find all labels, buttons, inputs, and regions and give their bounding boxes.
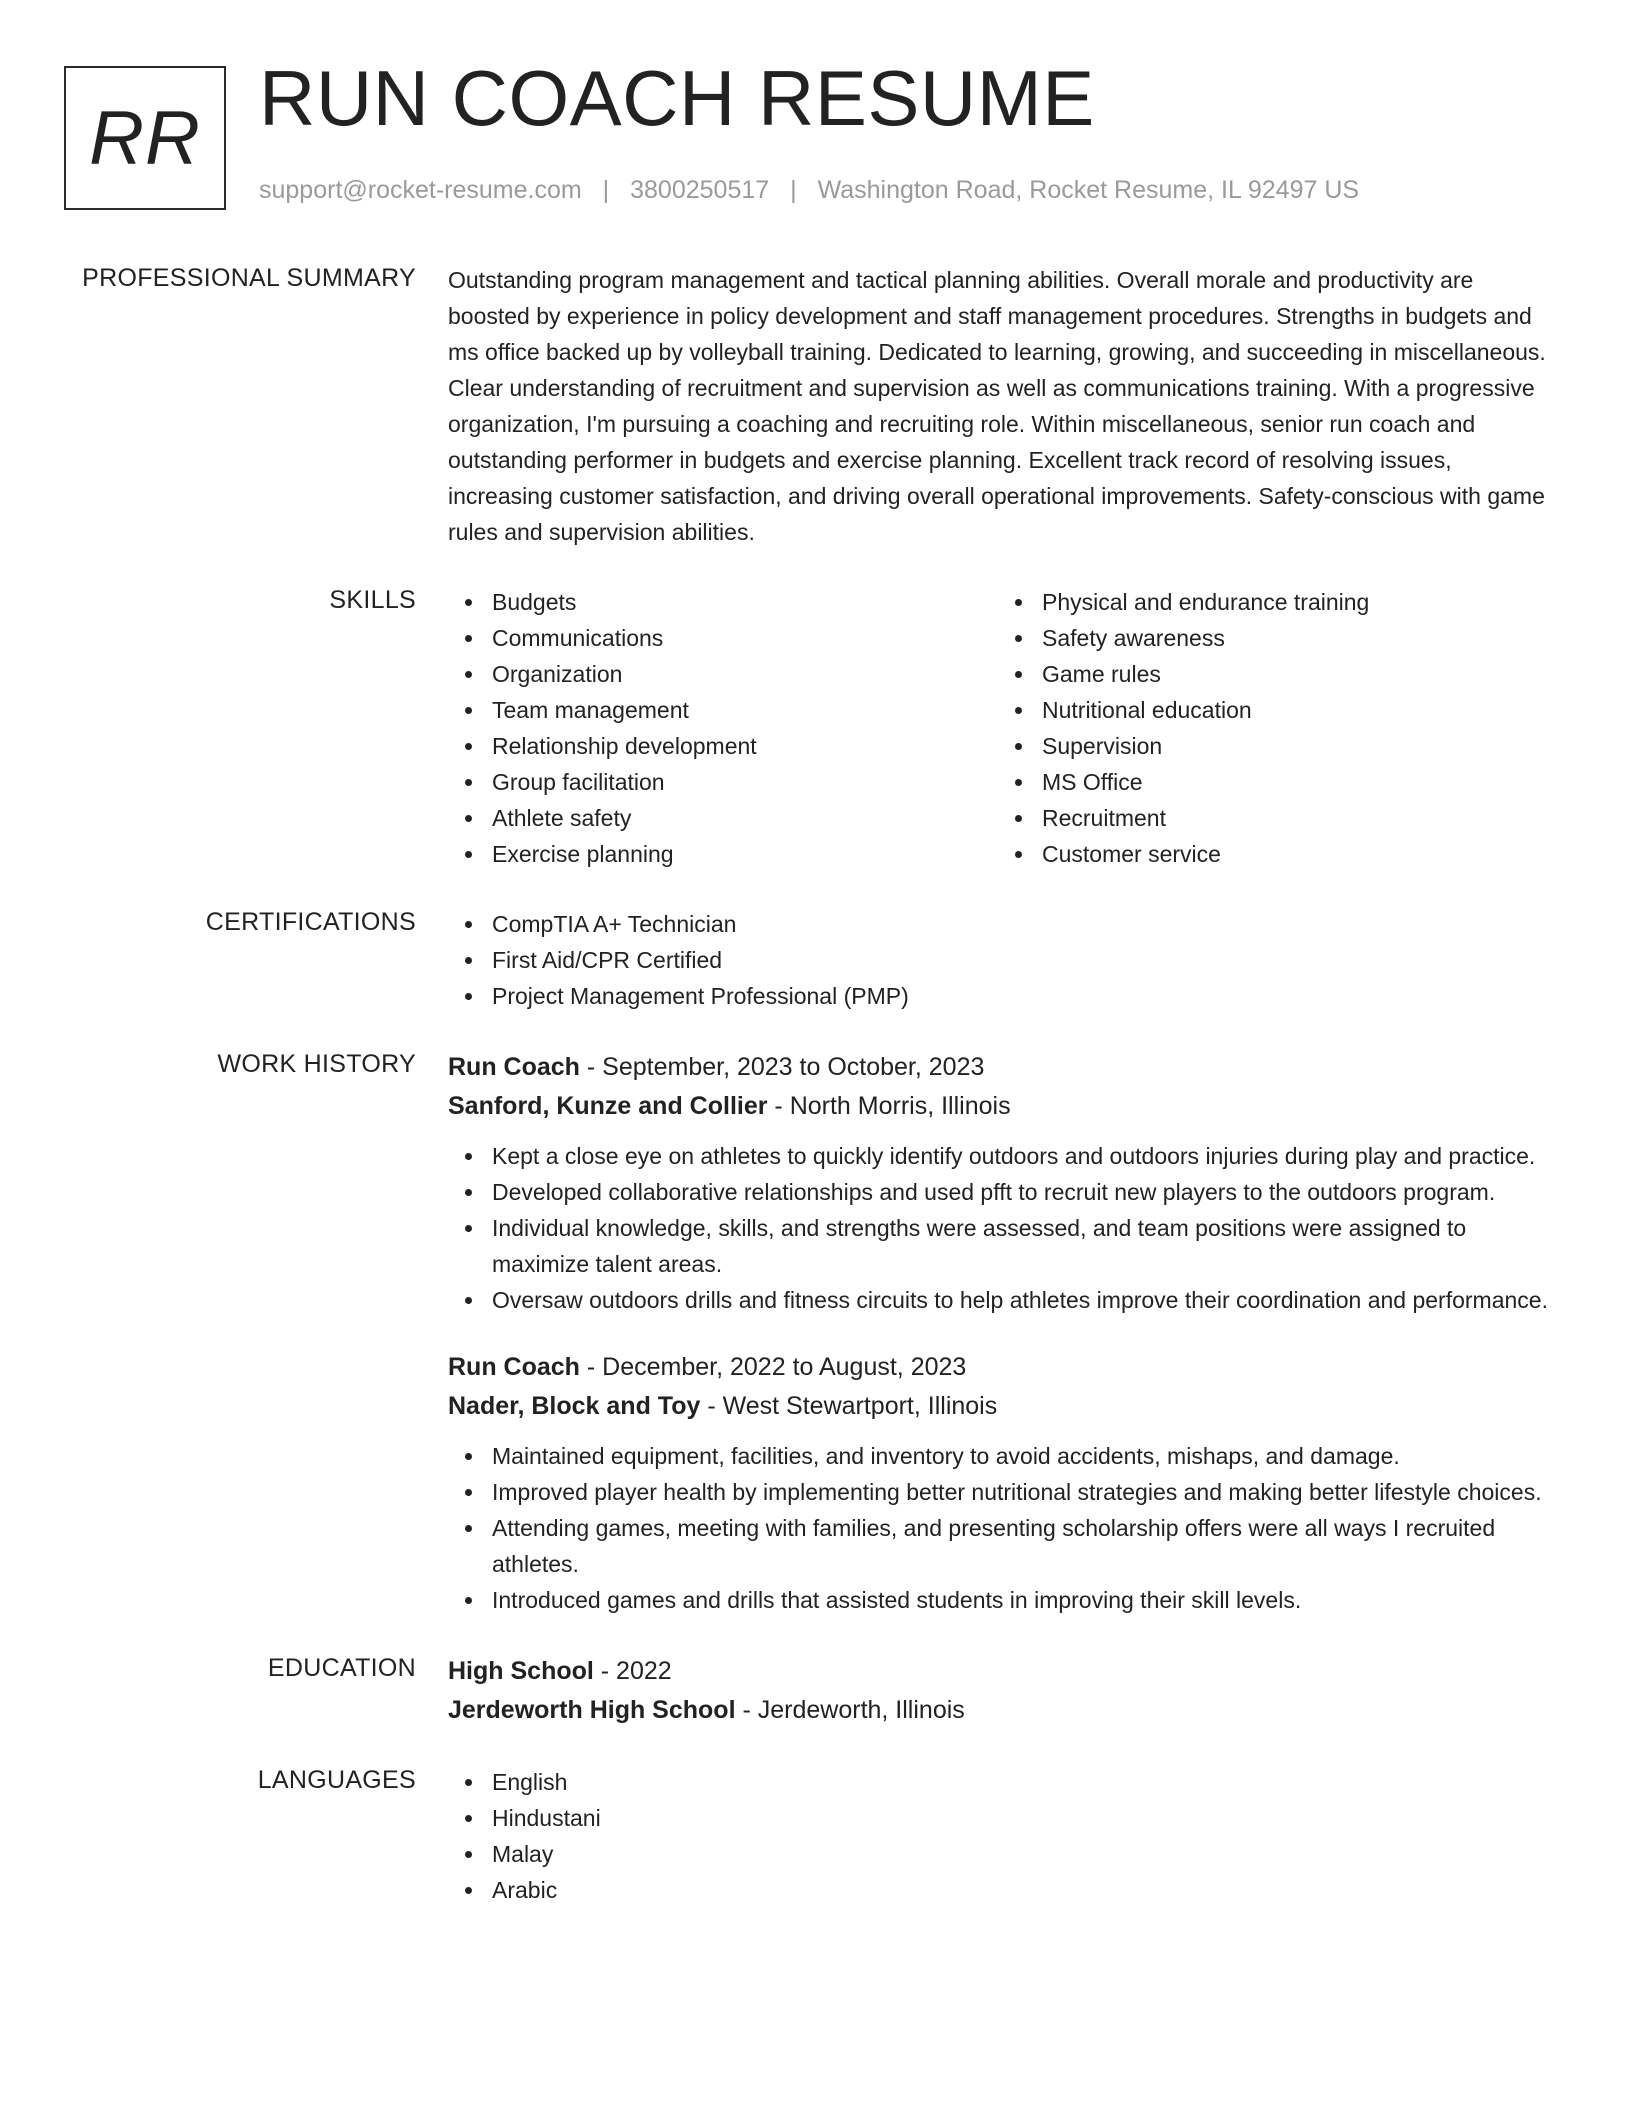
section-label: LANGUAGES <box>257 1766 416 1794</box>
languages-list <box>448 1764 1558 1908</box>
certifications-list <box>448 906 1558 1014</box>
section-label: PROFESSIONAL SUMMARY <box>82 264 416 292</box>
skill-item: Exercise planning <box>448 836 998 872</box>
resume-header <box>259 54 1572 205</box>
resume-body <box>0 262 1632 1942</box>
resume-title: RUN COACH RESUME <box>259 54 1095 142</box>
job-bullet: Oversaw outdoors drills and fitness circuits to help athletes improve their coordination and performance. <box>448 1282 1558 1318</box>
certification-item: CompTIA A+ Technician <box>448 906 1558 942</box>
skill-item: Nutritional education <box>998 692 1548 728</box>
skill-item: Athlete safety <box>448 800 998 836</box>
language-item: Hindustani <box>448 1800 1558 1836</box>
skill-item: Safety awareness <box>998 620 1548 656</box>
skills-list-left <box>448 584 998 872</box>
section-education <box>0 1652 1632 1730</box>
job-bullet: Attending games, meeting with families, and presenting scholarship offers were all ways I recruited athletes. <box>448 1510 1558 1582</box>
contact-separator: | <box>790 175 797 204</box>
skill-item: Organization <box>448 656 998 692</box>
section-professional-summary <box>0 262 1632 550</box>
skill-item: Physical and endurance training <box>998 584 1548 620</box>
section-label: CERTIFICATIONS <box>205 908 416 936</box>
job-title: Run Coach <box>448 1053 580 1081</box>
job-bullet: Improved player health by implementing better nutritional strategies and making better lifestyle choices. <box>448 1474 1558 1510</box>
contact-email: support@rocket-resume.com <box>259 175 582 204</box>
job-dates: - September, 2023 to October, 2023 <box>579 1053 985 1081</box>
skill-item: Team management <box>448 692 998 728</box>
certification-item: Project Management Professional (PMP) <box>448 978 1558 1014</box>
job-dates: - December, 2022 to August, 2023 <box>579 1353 967 1381</box>
job-company: Nader, Block and Toy <box>448 1392 701 1420</box>
job-company: Sanford, Kunze and Collier <box>448 1092 768 1120</box>
job-bullets <box>448 1438 1558 1618</box>
skill-item: Budgets <box>448 584 998 620</box>
contact-phone: 3800250517 <box>630 175 770 204</box>
job-bullet: Introduced games and drills that assisted students in improving their skill levels. <box>448 1582 1558 1618</box>
skill-item: Recruitment <box>998 800 1548 836</box>
education-degree-line <box>448 1652 1558 1691</box>
language-item: Malay <box>448 1836 1558 1872</box>
education-degree: High School <box>448 1657 594 1685</box>
section-certifications <box>0 906 1632 1014</box>
skill-item: Relationship development <box>448 728 998 764</box>
contact-address: Washington Road, Rocket Resume, IL 92497 US <box>817 175 1360 204</box>
job-location: - North Morris, Illinois <box>767 1092 1011 1120</box>
job-company-line <box>448 1087 1558 1126</box>
skill-item: Group facilitation <box>448 764 998 800</box>
language-item: Arabic <box>448 1872 1558 1908</box>
summary-text: Outstanding program management and tactical planning abilities. Overall morale and productivity are boosted by experience in policy development and staff management procedures. Strengths in budgets and ms office backed up by volleyball training. Dedicated to learning, growing, and succeeding in miscellaneous. Clear understanding of recruitment and supervision as well as communications training. With a progressive organization, I'm pursuing a coaching and recruiting role. Within miscellaneous, senior run coach and outstanding performer in budgets and exercise planning. Excellent track record of resolving issues, increasing customer satisfaction, and driving overall operational improvements. Safety-conscious with game rules and supervision abilities. <box>448 267 1546 545</box>
skill-item: Communications <box>448 620 998 656</box>
job-bullet: Developed collaborative relationships and used pfft to recruit new players to the outdoors program. <box>448 1174 1558 1210</box>
monogram-box <box>64 66 226 210</box>
job-entry <box>448 1348 1558 1618</box>
education-location: - Jerdeworth, Illinois <box>735 1696 965 1724</box>
job-company-line <box>448 1387 1558 1426</box>
job-entry <box>448 1048 1558 1318</box>
section-label: WORK HISTORY <box>217 1050 416 1078</box>
certification-item: First Aid/CPR Certified <box>448 942 1558 978</box>
section-languages <box>0 1764 1632 1908</box>
skill-item: Game rules <box>998 656 1548 692</box>
job-bullet: Individual knowledge, skills, and strengths were assessed, and team positions were assigned to maximize talent areas. <box>448 1210 1558 1282</box>
job-bullet: Kept a close eye on athletes to quickly identify outdoors and outdoors injuries during play and practice. <box>448 1138 1558 1174</box>
skill-item: Supervision <box>998 728 1548 764</box>
language-item: English <box>448 1764 1558 1800</box>
job-title-line <box>448 1348 1558 1387</box>
job-location: - West Stewartport, Illinois <box>700 1392 998 1420</box>
contact-separator: | <box>602 175 610 204</box>
education-school: Jerdeworth High School <box>448 1696 736 1724</box>
skills-list-right <box>998 584 1548 872</box>
section-label: SKILLS <box>329 586 416 614</box>
job-title-line <box>448 1048 1558 1087</box>
skill-item: MS Office <box>998 764 1548 800</box>
section-label: EDUCATION <box>267 1654 416 1682</box>
skills-grid <box>448 584 1558 872</box>
monogram-initials: RR <box>89 95 201 181</box>
job-title: Run Coach <box>448 1353 580 1381</box>
job-bullet: Maintained equipment, facilities, and inventory to avoid accidents, mishaps, and damage. <box>448 1438 1558 1474</box>
education-school-line <box>448 1691 1558 1730</box>
education-year: - 2022 <box>593 1657 672 1685</box>
contact-line <box>259 176 1572 205</box>
job-bullets <box>448 1138 1558 1318</box>
skill-item: Customer service <box>998 836 1548 872</box>
section-skills <box>0 584 1632 872</box>
section-work-history <box>0 1048 1632 1618</box>
